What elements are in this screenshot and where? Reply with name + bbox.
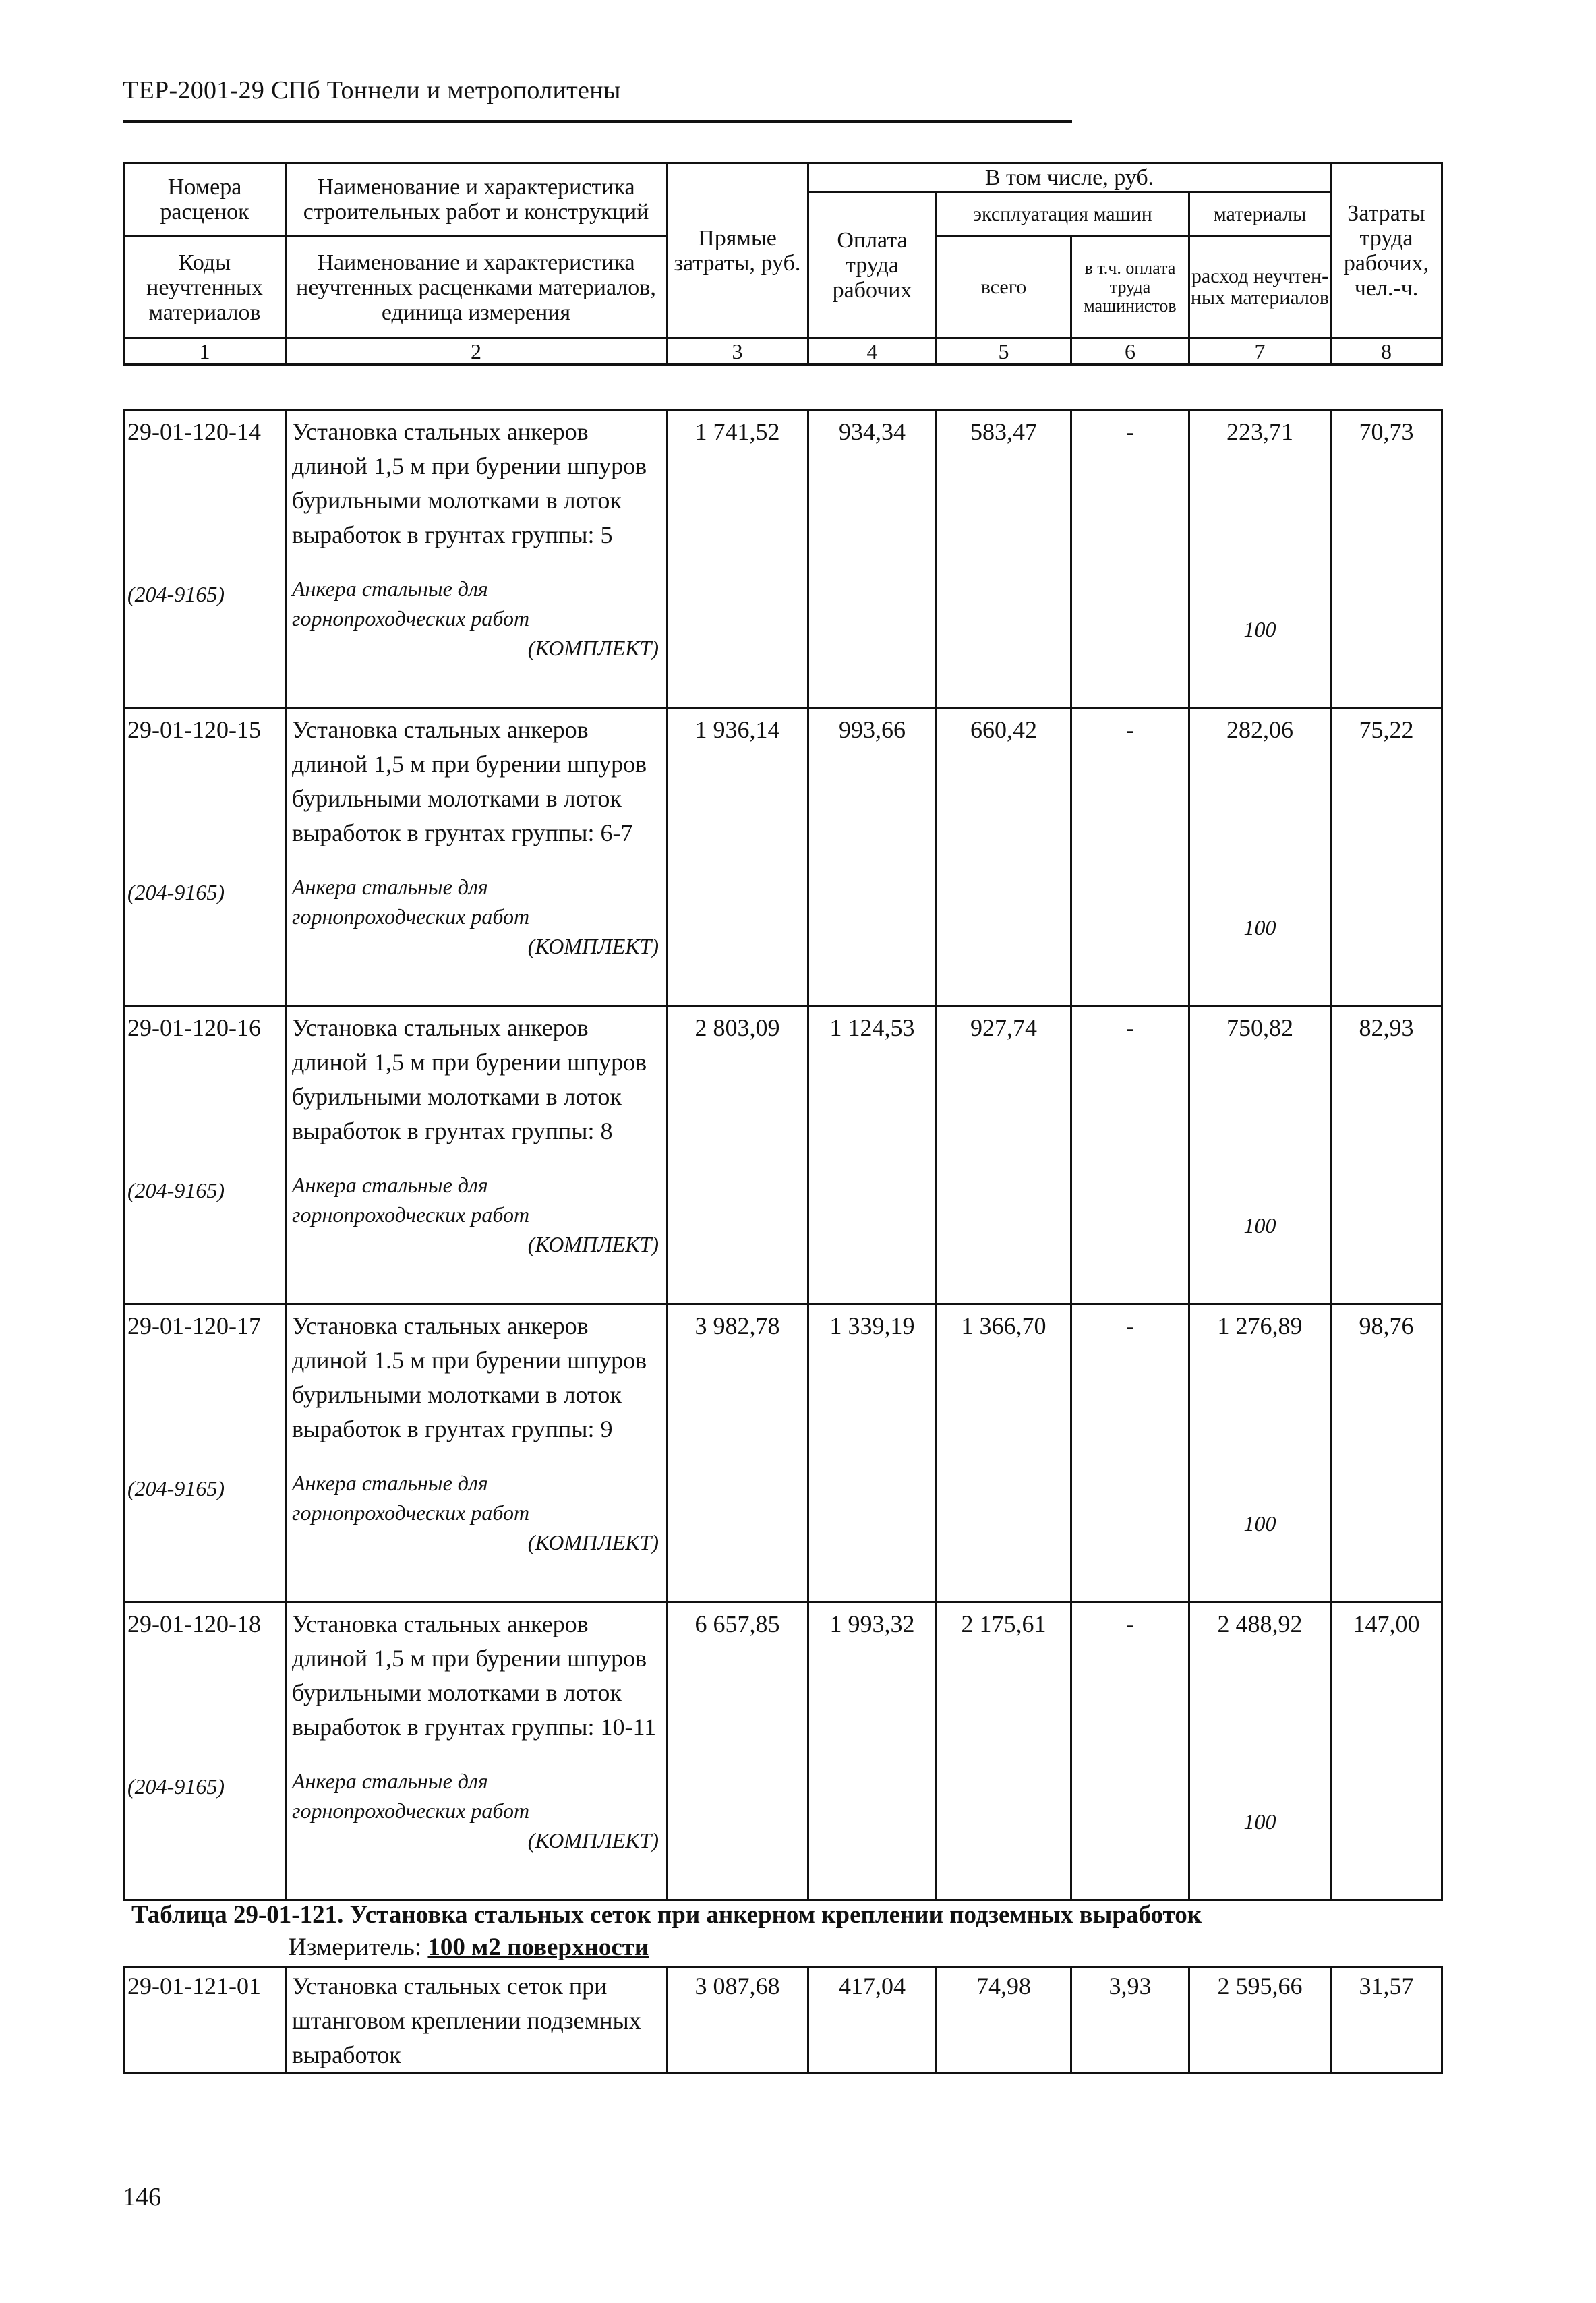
header-col2-bottom: Наименование и характеристика неучтенных расценками материалов, единица измерения <box>286 237 667 339</box>
rate-code: 29-01-120-15 <box>127 716 261 743</box>
machines-total: 927,74 <box>937 1006 1071 1304</box>
material-unit: (КОМПЛЕКТ) <box>527 1530 659 1554</box>
header-col7: расход неучтен-ных материалов <box>1189 237 1331 339</box>
direct-costs: 3 087,68 <box>667 1967 808 2074</box>
machines-total: 583,47 <box>937 410 1071 708</box>
rates-table-2 <box>123 1966 1443 2074</box>
material-quantity: 100 <box>1243 915 1276 939</box>
material-code: (204-9165) <box>127 1476 225 1500</box>
machines-total: 1 366,70 <box>937 1304 1071 1602</box>
measure-value: 100 м2 поверхности <box>427 1933 649 1961</box>
materials-cost: 2 488,92 <box>1217 1610 1303 1637</box>
work-name: Установка стальных сеток при штанговом креплении подземных выработок <box>286 1967 667 2074</box>
material-code: (204-9165) <box>127 582 225 606</box>
material-unit: (КОМПЛЕКТ) <box>527 1232 659 1256</box>
materials-cost: 1 276,89 <box>1217 1312 1303 1339</box>
rate-code: 29-01-120-16 <box>127 1014 261 1041</box>
table-row <box>124 410 1442 708</box>
labor-pay: 934,34 <box>808 410 937 708</box>
rate-code-cell <box>124 1304 286 1602</box>
machinists-pay: - <box>1071 708 1189 1006</box>
measure-label: Измеритель: <box>289 1933 422 1961</box>
rate-code-cell <box>124 1602 286 1900</box>
material-quantity: 100 <box>1243 1511 1276 1536</box>
direct-costs: 6 657,85 <box>667 1602 808 1900</box>
material-name: Анкера стальные для горнопроходческих работ <box>292 1769 530 1823</box>
header-col4: Оплата труда рабочих <box>808 192 937 339</box>
machinists-pay: - <box>1071 410 1189 708</box>
direct-costs: 2 803,09 <box>667 1006 808 1304</box>
direct-costs: 3 982,78 <box>667 1304 808 1602</box>
header-number: 6 <box>1071 339 1189 365</box>
running-header: ТЕР-2001-29 СПб Тоннели и метрополитены <box>123 76 621 105</box>
material-unit: (КОМПЛЕКТ) <box>527 636 659 660</box>
materials-cell <box>1189 1006 1331 1304</box>
header-col2-top: Наименование и характеристика строительных работ и конструкций <box>286 163 667 237</box>
work-name-cell <box>286 708 667 1006</box>
table-row <box>124 1304 1442 1602</box>
labor-hours: 70,73 <box>1331 410 1442 708</box>
work-name-cell <box>286 1006 667 1304</box>
material-code: (204-9165) <box>127 1178 225 1202</box>
material-code: (204-9165) <box>127 880 225 904</box>
header-col8: Затраты труда рабочих, чел.-ч. <box>1331 163 1442 339</box>
labor-hours: 82,93 <box>1331 1006 1442 1304</box>
material-quantity: 100 <box>1243 1809 1276 1834</box>
table-row <box>124 708 1442 1006</box>
rate-code-cell <box>124 708 286 1006</box>
header-col5: всего <box>937 237 1071 339</box>
work-name: Установка стальных анкеров длиной 1,5 м при бурении шпуров бурильными молотками в лоток выработок в грунтах группы: 8 <box>292 1014 647 1144</box>
header-number: 8 <box>1331 339 1442 365</box>
work-name: Установка стальных анкеров длиной 1,5 м при бурении шпуров бурильными молотками в лоток выработок в грунтах группы: 10-11 <box>292 1610 657 1741</box>
rate-code: 29-01-121-01 <box>124 1967 286 2074</box>
material-code: (204-9165) <box>127 1774 225 1799</box>
header-number: 1 <box>124 339 286 365</box>
work-name: Установка стальных анкеров длиной 1,5 м при бурении шпуров бурильными молотками в лоток выработок в грунтах группы: 5 <box>292 418 647 548</box>
materials-cost: 750,82 <box>1226 1014 1293 1041</box>
header-number: 4 <box>808 339 937 365</box>
machinists-pay: 3,93 <box>1071 1967 1189 2074</box>
header-number: 3 <box>667 339 808 365</box>
table-row <box>124 1006 1442 1304</box>
material-unit: (КОМПЛЕКТ) <box>527 934 659 958</box>
material-name: Анкера стальные для горнопроходческих работ <box>292 1471 530 1525</box>
header-col3: Прямые затраты, руб. <box>667 163 808 339</box>
direct-costs: 1 936,14 <box>667 708 808 1006</box>
machines-total: 2 175,61 <box>937 1602 1071 1900</box>
machinists-pay: - <box>1071 1006 1189 1304</box>
table-caption: Таблица 29-01-121. Установка стальных сеток при анкерном креплении подземных выработок <box>131 1901 1202 1929</box>
machinists-pay: - <box>1071 1602 1189 1900</box>
labor-hours: 98,76 <box>1331 1304 1442 1602</box>
work-name: Установка стальных анкеров длиной 1.5 м при бурении шпуров бурильными молотками в лоток выработок в грунтах группы: 9 <box>292 1312 647 1442</box>
material-unit: (КОМПЛЕКТ) <box>527 1828 659 1853</box>
header-number: 5 <box>937 339 1071 365</box>
labor-hours: 75,22 <box>1331 708 1442 1006</box>
material-quantity: 100 <box>1243 617 1276 641</box>
rate-code: 29-01-120-17 <box>127 1312 261 1339</box>
column-header-table <box>123 162 1443 366</box>
work-name-cell <box>286 1602 667 1900</box>
direct-costs: 1 741,52 <box>667 410 808 708</box>
labor-hours: 31,57 <box>1331 1967 1442 2074</box>
labor-pay: 993,66 <box>808 708 937 1006</box>
header-number: 2 <box>286 339 667 365</box>
table-row <box>124 1602 1442 1900</box>
machines-total: 660,42 <box>937 708 1071 1006</box>
materials-cell <box>1189 1304 1331 1602</box>
work-name-cell <box>286 410 667 708</box>
work-name: Установка стальных анкеров длиной 1,5 м при бурении шпуров бурильными молотками в лоток выработок в грунтах группы: 6-7 <box>292 716 647 846</box>
header-col1-bottom: Коды неучтенных материалов <box>124 237 286 339</box>
header-number: 7 <box>1189 339 1331 365</box>
material-name: Анкера стальные для горнопроходческих работ <box>292 875 530 929</box>
materials-cell <box>1189 410 1331 708</box>
materials-cost: 282,06 <box>1226 716 1293 743</box>
rate-code-cell <box>124 1006 286 1304</box>
materials-cost: 2 595,66 <box>1189 1967 1331 2074</box>
material-name: Анкера стальные для горнопроходческих работ <box>292 1173 530 1227</box>
labor-hours: 147,00 <box>1331 1602 1442 1900</box>
machines-total: 74,98 <box>937 1967 1071 2074</box>
header-col1-top: Номера расценок <box>124 163 286 237</box>
work-name-cell <box>286 1304 667 1602</box>
labor-pay: 1 339,19 <box>808 1304 937 1602</box>
rates-table <box>123 409 1443 1901</box>
labor-pay: 417,04 <box>808 1967 937 2074</box>
header-machines: эксплуатация машин <box>937 192 1189 237</box>
machinists-pay: - <box>1071 1304 1189 1602</box>
rate-code: 29-01-120-18 <box>127 1610 261 1637</box>
materials-cell <box>1189 708 1331 1006</box>
table-row <box>124 1967 1442 2074</box>
material-quantity: 100 <box>1243 1213 1276 1237</box>
header-materials: материалы <box>1189 192 1331 237</box>
materials-cost: 223,71 <box>1226 418 1293 445</box>
header-group: В том числе, руб. <box>808 163 1331 192</box>
materials-cell <box>1189 1602 1331 1900</box>
measure-unit <box>289 1933 649 1962</box>
header-rule <box>123 120 1072 123</box>
rate-code: 29-01-120-14 <box>127 418 261 445</box>
material-name: Анкера стальные для горнопроходческих работ <box>292 577 530 631</box>
page-number: 146 <box>123 2183 161 2211</box>
rate-code-cell <box>124 410 286 708</box>
labor-pay: 1 124,53 <box>808 1006 937 1304</box>
header-col6: в т.ч. оплата труда машинистов <box>1071 237 1189 339</box>
labor-pay: 1 993,32 <box>808 1602 937 1900</box>
